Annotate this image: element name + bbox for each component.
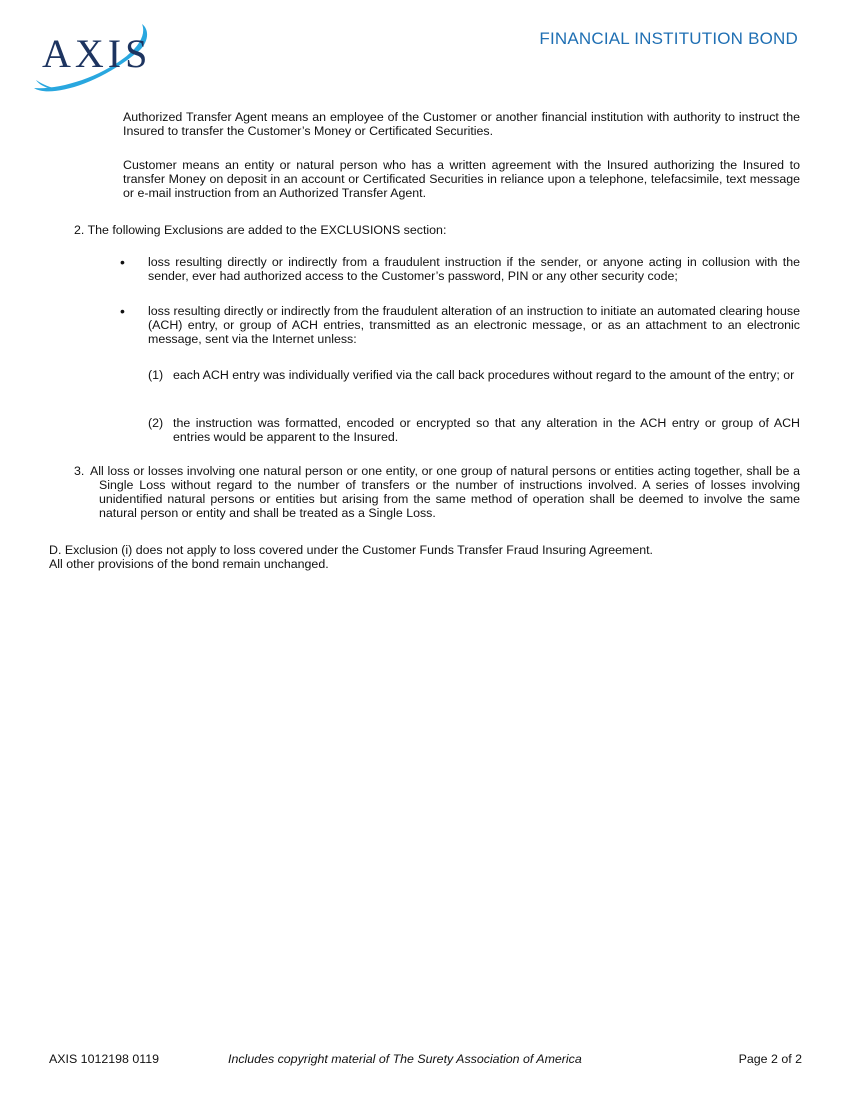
definition-text: Customer means an entity or natural person who has a written agreement with the Insured authorizing the Insured to transfer Money on deposit in an account or Certificated Securities in reliance upon a telephone, telefacsimile, text message or e-mail instruction from an Authorized Transfer Agent. [123, 158, 800, 200]
item-3-label: 3. [74, 464, 85, 478]
document-title: FINANCIAL INSTITUTION BOND [539, 29, 798, 48]
sub-item-text: each ACH entry was individually verified via the call back procedures without regard to the amount of the entry; or [173, 368, 795, 382]
exclusion-bullet-1 [120, 255, 800, 285]
axis-logo [28, 20, 153, 96]
sub-item-label: (1) [148, 368, 164, 382]
definition-authorized-transfer-agent [123, 110, 800, 138]
item-3-text: All loss or losses involving one natural person or one entity, or one group of natural persons or entities acting together, shall be a Single Loss without regard to the number of transfers or the number of instructions involved. A series of losses involving unidentified natural persons or entities but arising from the same method of operation shall be deemed to involve the same natural person or entity and shall be treated as a Single Loss. [90, 464, 800, 520]
exclusion-bullet-2 [120, 304, 800, 348]
item-2 [74, 223, 800, 237]
footer-form-number: AXIS 1012198 0119 [49, 1052, 160, 1066]
bullet-icon: • [120, 254, 125, 270]
definition-text: Authorized Transfer Agent means an employee of the Customer or another financial institution with authority to instruct the Insured to transfer the Customer’s Money or Certificated Securities. [123, 110, 800, 138]
closing-section [49, 543, 809, 571]
item-2-label: 2. [74, 223, 85, 237]
bullet-text: loss resulting directly or indirectly from the fraudulent alteration of an instruction to initiate an automated clearing house (ACH) entry, or group of ACH entries, transmitted as an electronic message, or as an attachment to an electronic message, sent via the Internet unless: [148, 304, 800, 346]
bullet-icon: • [120, 303, 125, 319]
axis-logo-text: AXIS [42, 31, 152, 76]
bullet-text: loss resulting directly or indirectly from a fraudulent instruction if the sender, or anyone acting in collusion with the sender, ever had authorized access to the Customer’s password, PIN or any other security code; [148, 255, 800, 283]
item-2-text: The following Exclusions are added to the EXCLUSIONS section: [87, 223, 447, 237]
sub-item-text: the instruction was formatted, encoded or encrypted so that any alteration in the ACH entry or group of ACH entries would be apparent to the Insured. [173, 416, 800, 444]
other-provisions-note: All other provisions of the bond remain unchanged. [49, 557, 329, 571]
definition-customer [123, 158, 800, 200]
exclusion-note: D. Exclusion (i) does not apply to loss covered under the Customer Funds Transfer Fraud Insuring Agreement. [49, 543, 653, 557]
item-3 [74, 464, 800, 520]
footer-page-number: Page 2 of 2 [738, 1052, 802, 1066]
footer-copyright: Includes copyright material of The Surety Association of America [228, 1052, 582, 1066]
sub-item-label: (2) [148, 416, 164, 430]
